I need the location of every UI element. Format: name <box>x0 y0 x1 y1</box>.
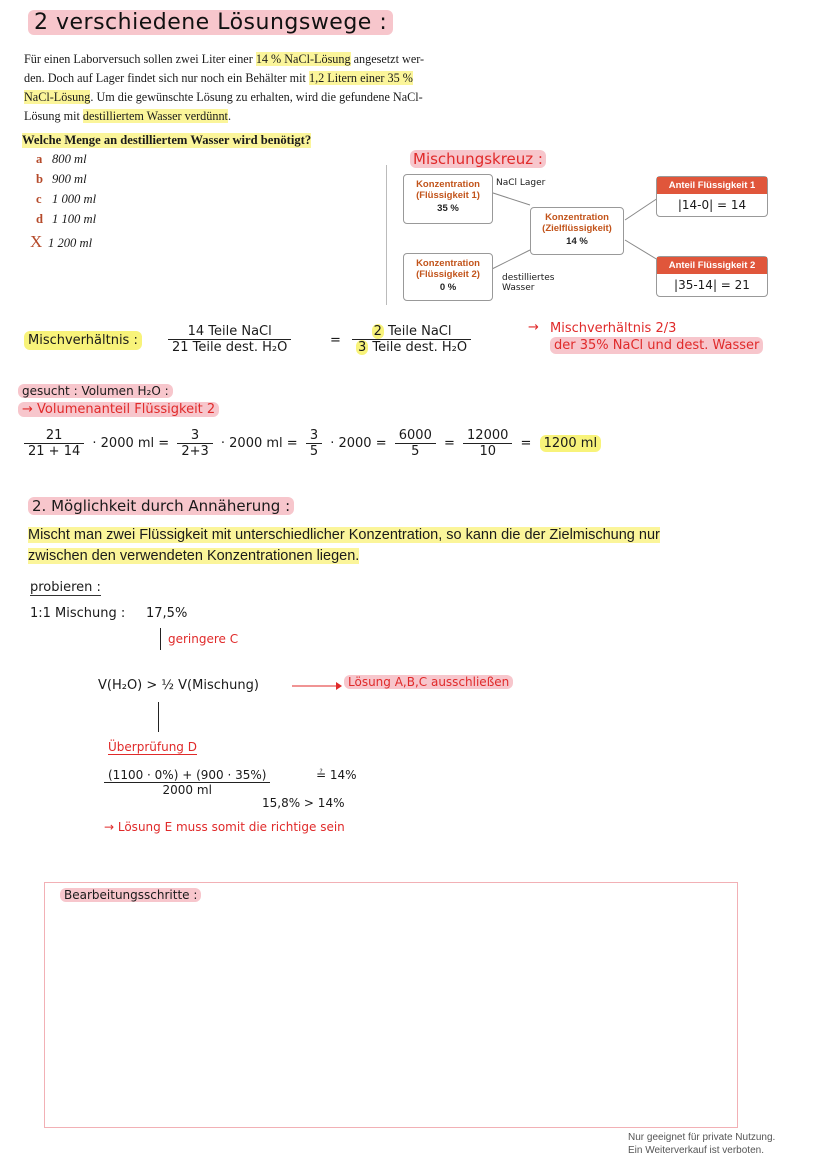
calc-f5-num: 12000 <box>463 428 512 444</box>
footer-line-1: Nur geeignet für private Nutzung. <box>628 1132 776 1143</box>
footer-note <box>628 1131 775 1157</box>
footer-line-2: Ein Weiterverkauf ist verboten. <box>628 1145 764 1156</box>
calc-f1-num: 21 <box>24 428 84 444</box>
calc-t5: = <box>520 436 532 451</box>
cross-line-3 <box>625 240 658 260</box>
mix-value: 17,5% <box>146 606 188 621</box>
calc-f3-den: 5 <box>309 444 319 459</box>
option-c: c 1 000 ml <box>36 192 97 206</box>
calc-f2-num: 3 <box>177 428 212 444</box>
check-result: 15,8% > 14% <box>262 796 345 810</box>
concentration-1-box: Konzentration (Flüssigkeit 1) 35 % <box>403 174 493 224</box>
page-title: 2 verschiedene Lösungswege : <box>28 10 393 35</box>
ratio-note-line-2: der 35% NaCl und dest. Wasser <box>550 337 763 354</box>
cross-line-4 <box>490 250 530 270</box>
textbook-excerpt <box>24 50 514 126</box>
calc-t4: = <box>443 436 455 451</box>
divider <box>386 165 387 305</box>
probieren-label: probieren : <box>30 580 101 595</box>
target-concentration-box: Konzentration (Zielflüssigkeit) 14 % <box>530 207 624 255</box>
cross-line-2 <box>625 198 658 220</box>
textbook-line-1: Für einen Laborversuch sollen zwei Liter einer 14 % NaCl-Lösung angesetzt wer- <box>24 52 425 66</box>
volume-inequality: V(H₂O) > ½ V(Mischung) <box>98 678 259 693</box>
calc-result: 1200 ml <box>540 435 602 452</box>
check-den: 2000 ml <box>162 783 212 797</box>
ratio-frac2-num-n: 2 <box>373 324 382 339</box>
check-fraction <box>104 768 270 797</box>
ratio-frac1-num: 14 Teile NaCl <box>168 324 291 340</box>
arrow-right-icon <box>292 680 342 692</box>
conclusion: → Lösung E muss somit die richtige sein <box>104 820 345 834</box>
calc-f4-num: 6000 <box>395 428 436 444</box>
option-d: d 1 100 ml <box>36 212 97 226</box>
cross-line-1 <box>490 192 530 205</box>
part-2-box: Anteil Flüssigkeit 2 |35-14| = 21 <box>656 256 768 297</box>
ratio-equals: = <box>330 333 341 348</box>
ratio-frac2-num-t: Teile NaCl <box>388 324 452 339</box>
ratio-label: Mischverhältnis : <box>24 333 142 348</box>
mixing-cross-title: Mischungskreuz : <box>410 150 546 168</box>
ratio-note-line-1: Mischverhältnis 2/3 <box>550 321 677 336</box>
ratio-frac2-den-n: 3 <box>358 340 367 355</box>
conc1-note: NaCl Lager <box>496 178 546 188</box>
calculation-row <box>24 428 601 459</box>
arrow-down-2 <box>158 702 159 732</box>
work-area <box>44 882 738 1128</box>
check-compare: ≟ 14% <box>316 768 357 782</box>
option-b: b 900 ml <box>36 172 87 186</box>
check-label: Überprüfung D <box>108 740 197 754</box>
part-1-box: Anteil Flüssigkeit 1 |14-0| = 14 <box>656 176 768 217</box>
conc2-note: destilliertes Wasser <box>502 273 555 293</box>
concentration-2-box: Konzentration (Flüssigkeit 2) 0 % <box>403 253 493 301</box>
calc-t2: · 2000 ml = <box>220 436 298 451</box>
option-a: a 800 ml <box>36 152 87 166</box>
calc-f3-num: 3 <box>306 428 322 444</box>
volume-share-label: → Volumenanteil Flüssigkeit 2 <box>18 402 219 417</box>
check-num: (1100 · 0%) + (900 · 35%) <box>104 768 270 783</box>
arrow-down-1 <box>160 628 161 650</box>
approx-text: Mischt man zwei Flüssigkeit mit unterschiedlicher Konzentration, so kann die der Zielmischung nur zwischen den verwendeten Konzentrationen liegen. <box>28 527 660 564</box>
ratio-fraction-2 <box>352 324 471 355</box>
textbook-line-2: den. Doch auf Lager findet sich nur noch ein Behälter mit 1,2 Litern einer 35 % <box>24 71 413 85</box>
calc-f4-den: 5 <box>411 444 420 459</box>
exclude-note: Lösung A,B,C ausschließen <box>344 675 513 689</box>
question: Welche Menge an destilliertem Wasser wird benötigt? <box>22 133 312 147</box>
ratio-arrow: → <box>528 320 539 335</box>
calc-t3: · 2000 = <box>330 436 387 451</box>
option-e: X 1 200 ml <box>30 232 93 251</box>
calc-f2-den: 2+3 <box>181 444 209 459</box>
calc-f1-den: 21 + 14 <box>28 444 81 459</box>
textbook-line-4: Lösung mit destilliertem Wasser verdünnt. <box>24 109 231 123</box>
mix-label: 1:1 Mischung : <box>30 606 126 621</box>
approx-heading: 2. Möglichkeit durch Annäherung : <box>28 497 294 515</box>
ratio-frac2-den-t: Teile dest. H₂O <box>372 340 468 355</box>
textbook-line-3: NaCl-Lösung. Um die gewünschte Lösung zu erhalten, wird die gefundene NaCl- <box>24 90 423 104</box>
calc-f5-den: 10 <box>479 444 496 459</box>
work-label: Bearbeitungsschritte : <box>60 888 201 902</box>
ratio-frac1-den: 21 Teile dest. H₂O <box>172 340 288 355</box>
ratio-note <box>550 320 763 354</box>
sought-label: gesucht : Volumen H₂O : <box>18 384 173 398</box>
ratio-fraction-1 <box>168 324 291 355</box>
calc-t1: · 2000 ml = <box>92 436 170 451</box>
lower-concentration-note: geringere C <box>168 632 239 646</box>
